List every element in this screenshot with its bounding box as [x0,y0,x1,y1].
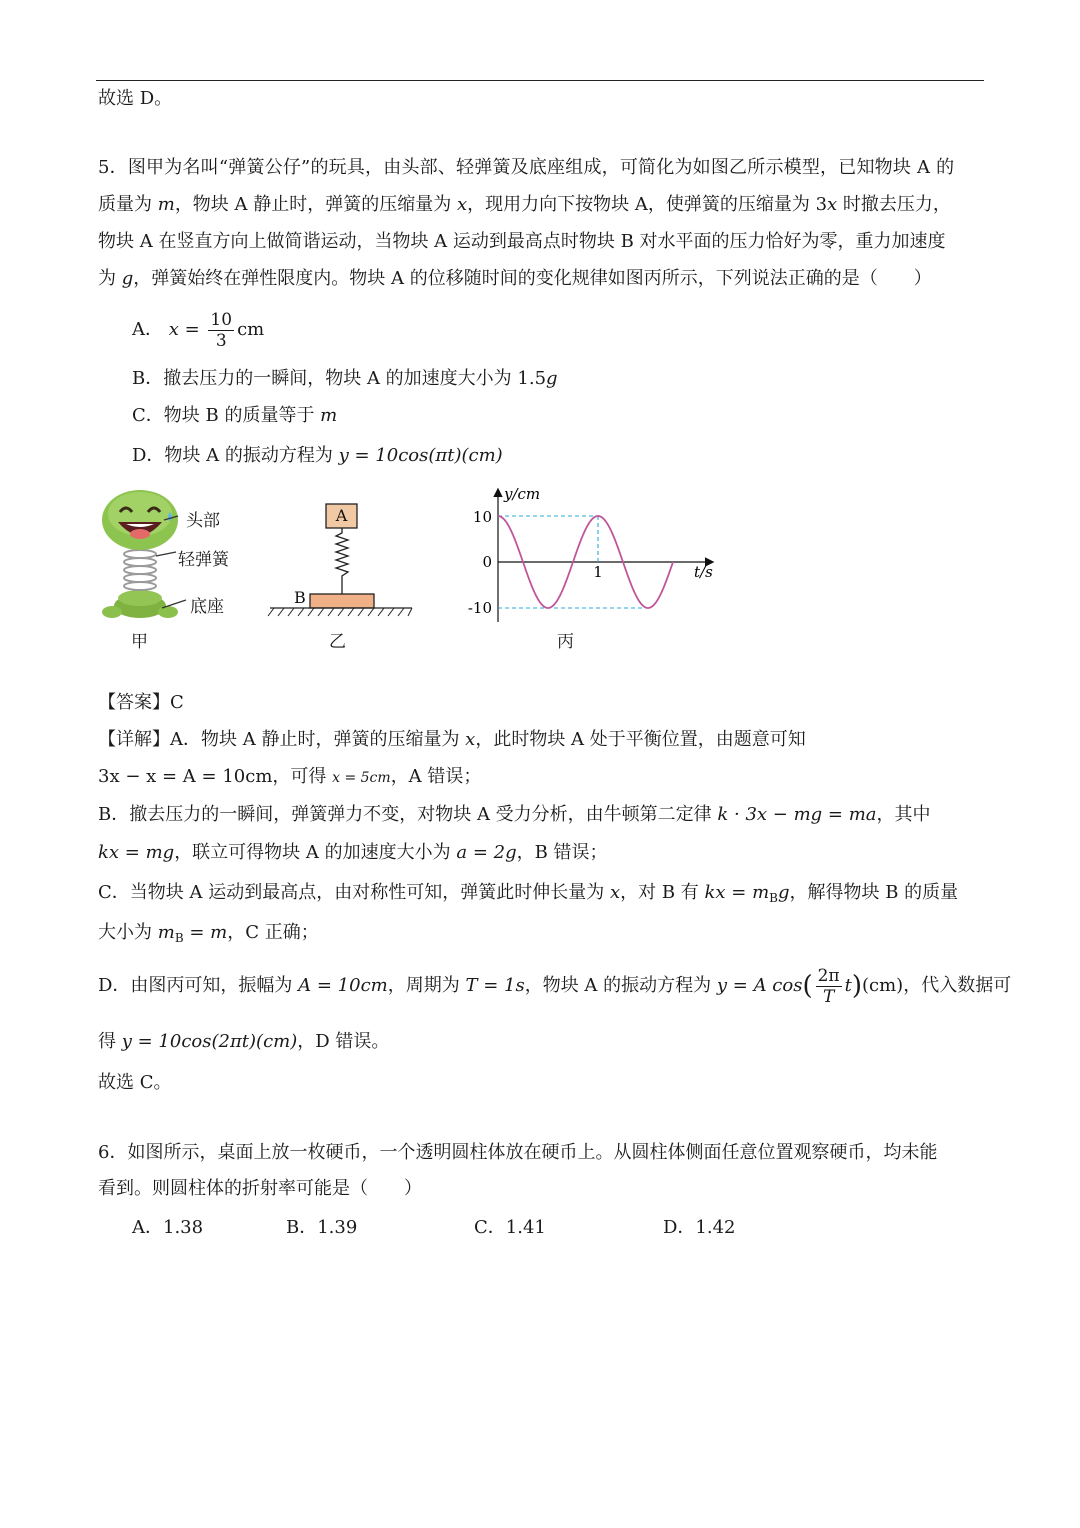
caption-bing: 丙 [557,632,574,652]
svg-text:B: B [294,588,306,607]
q6-option-a: A．1.38 [132,1217,204,1238]
detail-b2: kx = mg，联立可得物块 A 的加速度大小为 a = 2g，B 错误； [98,842,608,863]
q5-line4: 为 g，弹簧始终在弹性限度内。物块 A 的位移随时间的变化规律如图丙所示，下列说法正确的是（ ） [98,268,932,289]
detail-c2: 大小为 $m_B = m$，C 正确； [98,922,319,945]
fraction-10-3: $\frac{10}{3}$ [210,309,233,351]
fraction-2pi-over-T: $\frac{2\pi}{T}$ [817,965,840,1007]
label-base: 底座 [190,597,224,617]
q5-option-d: D．物块 A 的振动方程为 y = 10cos(πt)(cm) [132,445,503,466]
spring-icon [336,528,348,594]
figure-bing-chart [460,480,730,630]
header-rule [96,80,984,81]
y-tick-minus-10: -10 [467,599,492,617]
block-b-icon [310,594,374,608]
y-tick-10: 10 [472,508,492,526]
detail-d1: D．由图丙可知，振幅为 A = 10cm，周期为 T = 1s，物块 A 的振动方程为 y = A cos( $\frac{2\pi}{T}$ t)(cm)，代入数据可 [98,965,1012,1007]
q5-option-b: B．撤去压力的一瞬间，物块 A 的加速度大小为 1.5g [132,368,558,389]
q6-line2: 看到。则圆柱体的折射率可能是（ ） [98,1178,422,1199]
toy-spring-icon [124,550,156,590]
detail-b1: B．撤去压力的一瞬间，弹簧弹力不变，对物块 A 受力分析，由牛顿第二定律 k · 3x − mg = ma，其中 [98,804,931,825]
q6-line1: 6．如图所示，桌面上放一枚硬币，一个透明圆柱体放在硬币上。从圆柱体侧面任意位置观察硬币，均未能 [98,1142,938,1163]
svg-text:A: A [335,506,348,525]
prev-conclusion: 故选 D。 [98,88,173,109]
detail-a1: 【详解】A．物块 A 静止时，弹簧的压缩量为 x，此时物块 A 处于平衡位置，由题意可知 [98,729,806,750]
detail-a2: 3x − x = A = 10cm，可得 x = 5cm，A 错误； [98,766,482,787]
answer: 【答案】C [98,692,184,713]
q5-line1: 5．图甲为名叫“弹簧公仔”的玩具，由头部、轻弹簧及底座组成，可简化为如图乙所示模型，已知物块 A 的 [98,157,955,178]
q6-option-d: D．1.42 [663,1217,736,1238]
caption-yi: 乙 [329,632,346,652]
y-tick-0: 0 [482,553,492,571]
y-axis-label: y/cm [504,485,541,503]
detail-d2: 得 y = 10cos(2πt)(cm)，D 错误。 [98,1031,390,1052]
q5-option-a: A． x = $\frac{10}{3}$ cm [132,309,265,351]
x-axis-label: t/s [694,563,713,581]
x-tick-1: 1 [593,563,603,581]
label-head: 头部 [186,511,220,531]
figure-yi-model [262,496,422,626]
q6-option-c: C．1.41 [474,1217,546,1238]
q6-option-b: B．1.39 [286,1217,358,1238]
q5-line2: 质量为 m，物块 A 静止时，弹簧的压缩量为 x，现用力向下按物块 A，使弹簧的压缩量为 3x 时撤去压力， [98,194,951,215]
caption-jia: 甲 [131,632,148,652]
q5-line3: 物块 A 在竖直方向上做简谐运动，当物块 A 运动到最高点时物块 B 对水平面的压力恰好为零，重力加速度 [98,231,946,252]
detail-c1: C．当物块 A 运动到最高点，由对称性可知，弹簧此时伸长量为 x，对 B 有 kx = $m_Bg$，解得物块 B 的质量 [98,882,959,905]
q5-option-c: C．物块 B 的质量等于 m [132,405,338,426]
ground-hatch-icon [268,608,412,616]
label-spring: 轻弹簧 [178,550,229,570]
detail-conclusion: 故选 C。 [98,1072,172,1093]
